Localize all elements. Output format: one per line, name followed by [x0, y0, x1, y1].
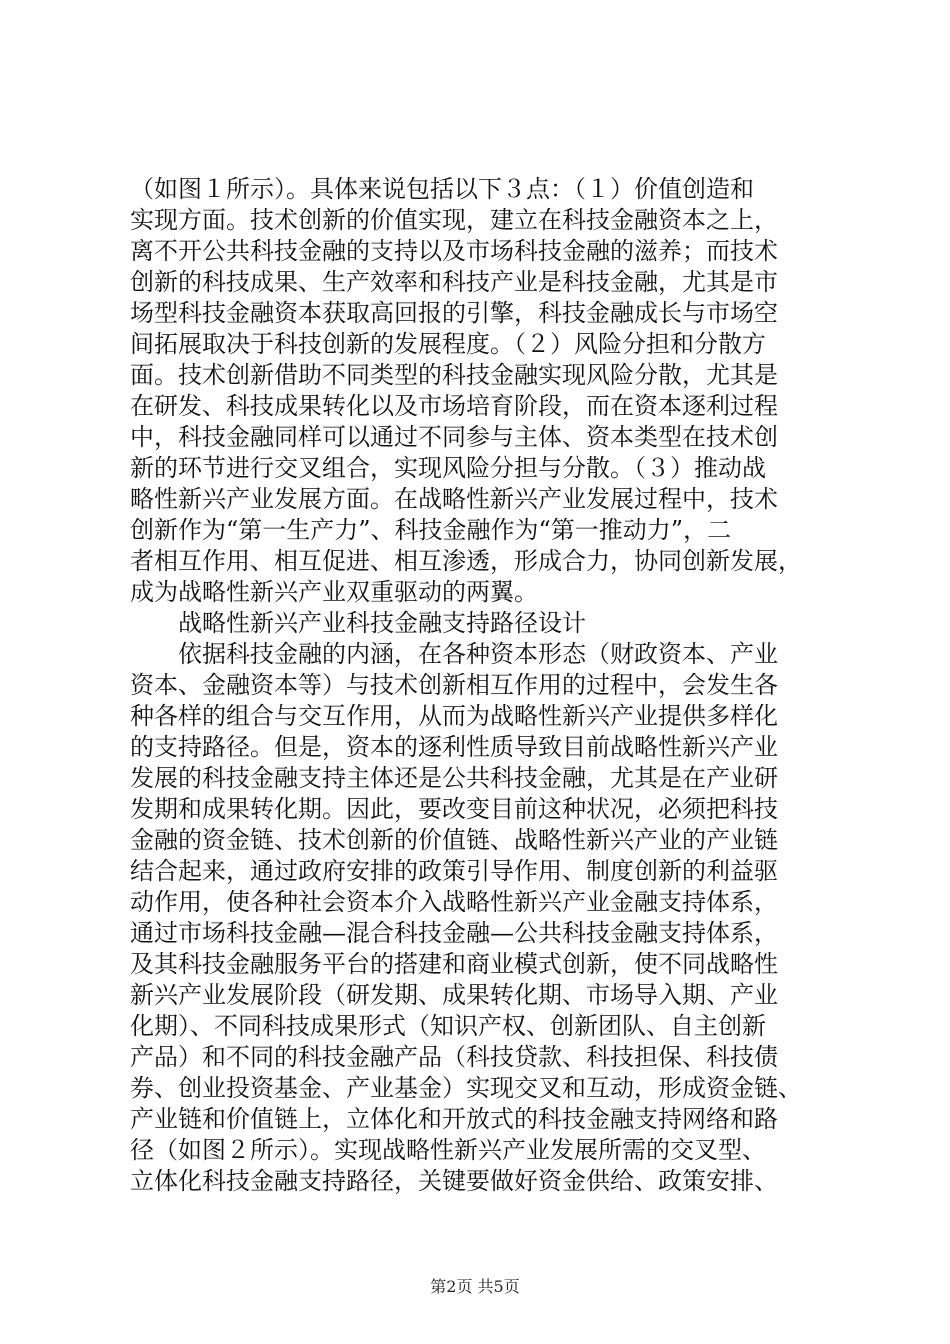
text-line: 新的环节进行交叉组合，实现风险分担与分散。（３）推动战: [130, 454, 766, 482]
text-line: 离不开公共科技金融的支持以及市场科技金融的滋养；而技术: [130, 237, 778, 265]
text-line: 在研发、科技成果转化以及市场培育阶段，而在资本逐利过程: [130, 392, 778, 420]
text-line: 场型科技金融资本获取高回报的引擎，科技金融成长与市场空: [130, 299, 778, 327]
section-heading: 战略性新兴产业科技金融支持路径设计: [178, 609, 586, 637]
text-line: 中，科技金融同样可以通过不同参与主体、资本类型在技术创: [130, 423, 778, 451]
text-line: 发期和成果转化期。因此，要改变目前这种状况，必须把科技: [130, 795, 778, 823]
text-line: （如图１所示）。具体来说包括以下３点：（１）价值创造和: [130, 175, 754, 203]
text-line: 动作用，使各种社会资本介入战略性新兴产业金融支持体系，: [130, 888, 778, 916]
text-line: 及其科技金融服务平台的搭建和商业模式创新，使不同战略性: [130, 950, 778, 978]
text-line: 金融的资金链、技术创新的价值链、战略性新兴产业的产业链: [130, 826, 778, 854]
text-line: 券、创业投资基金、产业基金）实现交叉和互动，形成资金链、: [130, 1074, 802, 1102]
page-footer: [0, 1274, 950, 1297]
text-line: 创新的科技成果、生产效率和科技产业是科技金融，尤其是市: [130, 268, 778, 296]
text-line: 资本、金融资本等）与技术创新相互作用的过程中，会发生各: [130, 671, 778, 699]
text-line: 创新作为“第一生产力”、科技金融作为“第一推动力”，二: [130, 516, 732, 544]
text-line: 新兴产业发展阶段（研发期、成果转化期、市场导入期、产业: [130, 981, 778, 1009]
text-line: 结合起来，通过政府安排的政策引导作用、制度创新的利益驱: [130, 857, 778, 885]
page-number: 第2页 共5页: [430, 1277, 520, 1296]
text-line: 化期）、不同科技成果形式（知识产权、创新团队、自主创新: [130, 1012, 766, 1040]
text-line: 种各样的组合与交互作用，从而为战略性新兴产业提供多样化: [130, 702, 778, 730]
text-line: 通过市场科技金融—混合科技金融—公共科技金融支持体系，: [130, 919, 778, 947]
body-text: [130, 174, 830, 1197]
text-line: 依据科技金融的内涵，在各种资本形态（财政资本、产业: [178, 640, 778, 668]
text-line: 产品）和不同的科技金融产品（科技贷款、科技担保、科技债: [130, 1043, 778, 1071]
text-line: 略性新兴产业发展方面。在战略性新兴产业发展过程中，技术: [130, 485, 778, 513]
text-line: 成为战略性新兴产业双重驱动的两翼。: [130, 578, 538, 606]
text-line: 间拓展取决于科技创新的发展程度。（２）风险分担和分散方: [130, 330, 766, 358]
text-line: 产业链和价值链上，立体化和开放式的科技金融支持网络和路: [130, 1105, 778, 1133]
text-line: 面。技术创新借助不同类型的科技金融实现风险分散，尤其是: [130, 361, 778, 389]
text-line: 立体化科技金融支持路径，关键要做好资金供给、政策安排、: [130, 1167, 778, 1195]
text-line: 实现方面。技术创新的价值实现，建立在科技金融资本之上，: [130, 206, 778, 234]
paragraph-2: [130, 639, 830, 1197]
paragraph-1: [130, 174, 830, 608]
text-line: 者相互作用、相互促进、相互渗透，形成合力，协同创新发展，: [130, 547, 802, 575]
text-line: 的支持路径。但是，资本的逐利性质导致目前战略性新兴产业: [130, 733, 778, 761]
text-line: 径（如图２所示）。实现战略性新兴产业发展所需的交叉型、: [130, 1136, 766, 1164]
text-line: 发展的科技金融支持主体还是公共科技金融，尤其是在产业研: [130, 764, 778, 792]
